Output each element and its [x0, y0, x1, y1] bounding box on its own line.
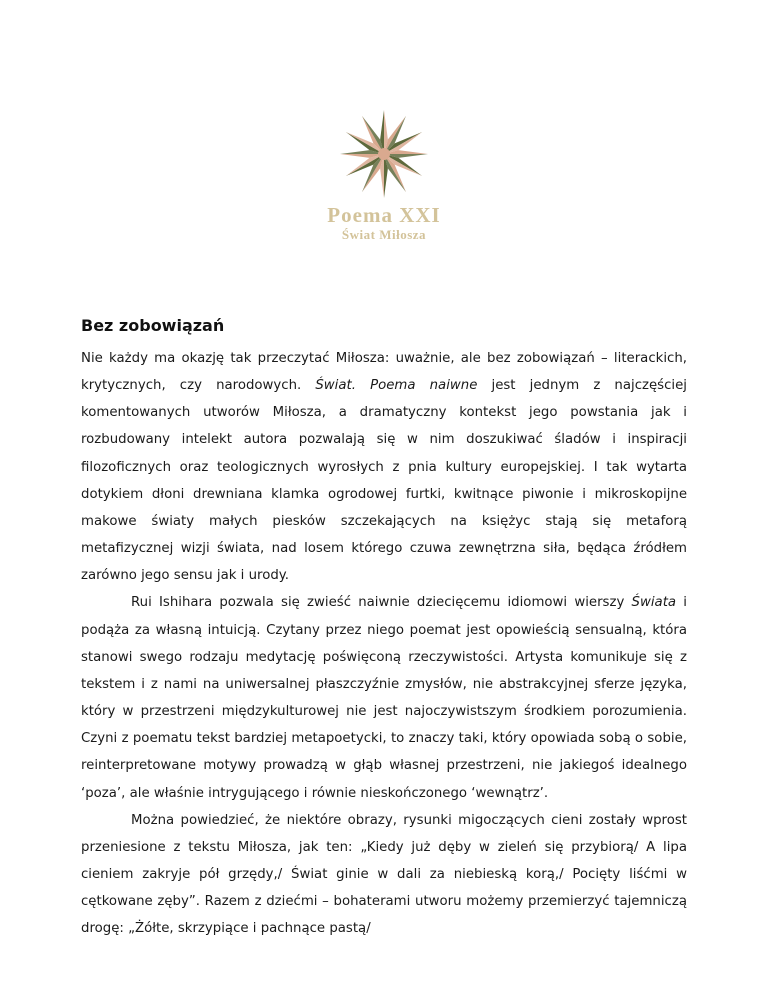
logo-subtitle: Świat Miłosza [341, 227, 427, 242]
italic-title: Świata [631, 595, 677, 611]
italic-title: Świat. Poema naiwne [315, 378, 478, 394]
text-run: jest jednym z najczęściej komentowanych utworów Miłosza, a dramatyczny kontekst jego powstania jak i rozbudowany intelekt autora pozwalają się w nim doszukiwać śladów i inspiracji filozoficznych oraz teologicznych wyrosłych z pnia kultury europejskiej. I tak wytarta dotykiem dłoni drewniana klamka ogrodowej furtki, kwitnące piwonie i mikroskopijne makowe światy małych piesków szczekających na księżyc stają się metaforą metafizycznej wizji świata, nad losem którego czuwa zewnętrzna siła, będąca źródłem zarówno jego sensu jak i urody. [81, 378, 687, 584]
article-body [81, 345, 687, 942]
paragraph [81, 345, 687, 589]
text-run: i podąża za własną intuicją. Czytany przez niego poemat jest opowieścią sensualną, która stanowi swego rodzaju medytację poświęconą rzeczywistości. Artysta komunikuje się z tekstem i z nami na uniwersalnej płaszczyźnie zmysłów, nie abstrakcyjnej sferze języka, który w przestrzeni międzykulturowej nie jest najoczywistszym środkiem porozumienia. Czyni z poematu tekst bardziej metapoetycki, to znaczy taki, który opowiada sobą o sobie, reinterpretowane motywy prowadzą w głąb własnej przestrzeni, nie jakiegoś idealnego ‘poza’, ale właśnie intrygującego i równie nieskończonego ‘wewnątrz’. [81, 595, 687, 801]
text-run: Nie każdy ma okazję tak przeczytać Miłosza: uważnie, ale bez zobowiązań – literackich, krytycznych, czy narodowych. [81, 351, 687, 394]
text-run: Rui Ishihara pozwala się zwieść naiwnie dziecięcemu idiomowi wierszy [131, 595, 632, 611]
paragraph [81, 807, 687, 943]
star-emblem-icon [318, 108, 450, 208]
poema-xxi-logo [318, 108, 450, 248]
text-run: Można powiedzieć, że niektóre obrazy, rysunki migoczących cieni zostały wprost przeniesione z tekstu Miłosza, jak ten: „Kiedy już dęby w zieleń się przybiorą/ A lipa cieniem zakryje pół grzędy,/ Świat ginie w dali za niebieską korą,/ Pocięty liśćmi w cętkowane zęby”. Razem z dziećmi – bohaterami utworu możemy przemierzyć tajemniczą drogę: „Żółte, skrzypiące i pachnące pastą/ [81, 812, 687, 937]
section-heading: Bez zobowiązań [81, 316, 225, 335]
star-center [378, 148, 390, 160]
logo-title: Poema XXI [327, 203, 441, 227]
paragraph [81, 589, 687, 806]
